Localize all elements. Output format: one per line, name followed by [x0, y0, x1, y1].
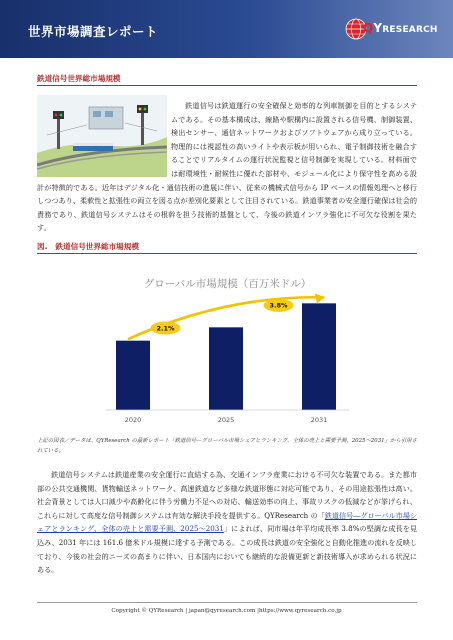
- bar-2020: [116, 341, 150, 410]
- bar-2031: [302, 303, 336, 410]
- report-link[interactable]: 鉄道信号―グローバル市場シェアとランキング、全体の売上と需要予測、2025～2031: [37, 510, 417, 534]
- footer-divider: [37, 602, 417, 603]
- cagr-label: 2.1%: [156, 324, 175, 333]
- page-header: [0, 0, 453, 58]
- header-title: 世界市場調査レポート: [28, 24, 159, 39]
- logo-text: QYRESEARCH: [363, 21, 438, 35]
- chart-canvas: [100, 262, 355, 430]
- x-tick-label: 2025: [217, 416, 235, 424]
- section-divider: [37, 85, 417, 86]
- intro-paragraph: 鉄道信号は鉄道運行の安全確保と効率的な列車制御を目的とするシステムである。その基本構成は、線路や駅構内に設置される信号機、制御装置、検出センサー、通信ネットワークおよびソフトウェアから成り立っている。物理的には視認性の高いライトや表示板が用いられ、電子制御技術を融合することでリアルタイムの運行状況監視と信号制御を実現している。材料面では耐環境性・耐候性に優れた部材や、モジュール化により保守性を高める設計が特徴的である。近年はデジタル化・通信技術の進展に伴い、従来の機械式信号から IP ベースの情報処理へと移行しつつあり、柔軟性と拡張性の両立を図る点が差別化要素として注目されている。鉄道事業者の安全運行確保は社会的責務であり、鉄道信号システムはその根幹を担う技術的基盤として、今後の鉄道インフラ強化に不可欠な役割を果たす。: [37, 101, 417, 233]
- figure-title: 図. 鉄道信号世界総市場規模: [37, 242, 139, 251]
- chart-title: グローバル市場規模（百万米ドル）: [143, 278, 312, 290]
- x-tick-label: 2020: [124, 416, 142, 424]
- growth-arrow-head: [315, 293, 325, 303]
- qyresearch-logo: [345, 16, 445, 50]
- bar-2025: [209, 327, 243, 410]
- section-title-market: 鉄道信号世界総市場規模: [37, 74, 121, 83]
- footer-copyright: Copyright © QYResearch | japan@qyresearch.com |https://www.qyresearch.co.jp: [111, 608, 342, 614]
- analysis-paragraph: 鉄道信号システムは鉄道産業の安全運行に直結する為、交通インフラ産業における不可欠な装置である。また都市部の公共交通機関、貨物輸送ネットワーク、高速鉄道など多様な鉄道形態に対応可能であり、その用途拡張性は高い。社会背景としては人口減少や高齢化に伴う労働力不足への対応、輸送効率の向上、事故リスクの低減などが挙げられ、これらに対して高度な信号制御システムは有効な解決手段を提供する。QYResearch の「鉄道信号―グローバル市場シェアとランキング、全体の売上と需要予測、2025～2031」によれば、同市場は年平均成長率 3.8%の堅調な成長を見込み、2031 年には 161.6 億米ドル規模に達する予測である。この成長は鉄道の安全強化と自動化推進の流れを反映しており、今後の社会的ニーズの高まりに伴い、日本国内においても継続的な設備更新と新技術導入が求められる状況にある。: [37, 470, 418, 575]
- market-size-chart: [100, 262, 355, 430]
- x-tick-label: 2031: [310, 416, 328, 424]
- source-note: 上記の図表／データは、QYResearch の最新レポート「鉄道信号―グローバル市場シェアとランキング、全体の売上と需要予測、2025～2031」から引用されている。: [37, 438, 417, 454]
- cagr-label: 3.8%: [269, 301, 288, 310]
- figure-divider: [37, 253, 417, 254]
